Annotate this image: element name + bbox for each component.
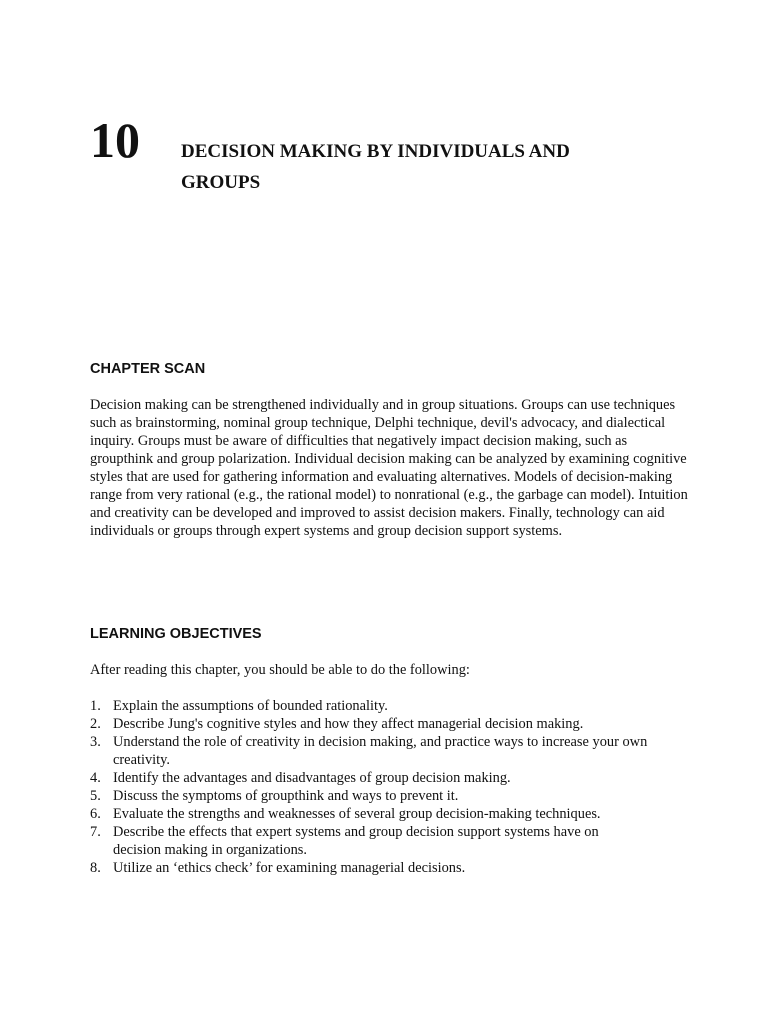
learning-objectives-intro: After reading this chapter, you should be able to do the following: — [90, 662, 470, 678]
objective-number: 2. — [90, 716, 101, 732]
objective-number: 7. — [90, 824, 101, 840]
objective-item — [90, 715, 650, 733]
objective-number: 4. — [90, 770, 101, 786]
objective-text: Discuss the symptoms of groupthink and ways to prevent it. — [113, 788, 459, 804]
objective-item — [90, 823, 650, 859]
chapter-title: DECISION MAKING BY INDIVIDUALS AND GROUPS — [181, 141, 570, 193]
learning-objectives-heading: LEARNING OBJECTIVES — [90, 626, 262, 642]
objective-number: 6. — [90, 806, 101, 822]
objective-item — [90, 697, 650, 715]
objective-number: 5. — [90, 788, 101, 804]
objective-number: 1. — [90, 698, 101, 714]
objective-item — [90, 805, 650, 823]
objective-text: Evaluate the strengths and weaknesses of several group decision-making techniques. — [113, 806, 601, 822]
objective-text: Describe Jung's cognitive styles and how they affect managerial decision making. — [113, 716, 584, 732]
chapter-scan-heading: CHAPTER SCAN — [90, 361, 206, 377]
objective-item — [90, 733, 650, 769]
objective-item — [90, 787, 650, 805]
objective-number: 8. — [90, 860, 101, 876]
objective-text: Identify the advantages and disadvantages of group decision making. — [113, 770, 511, 786]
objective-item — [90, 859, 650, 877]
objective-text: Understand the role of creativity in decision making, and practice ways to increase your own creativity. — [113, 734, 648, 768]
learning-objectives-list — [90, 697, 650, 877]
chapter-scan-paragraph: Decision making can be strengthened individually and in group situations. Groups can use techniques such as brainstorming, nominal group technique, Delphi technique, devil's advocacy, and dialectical inquiry. Groups must be aware of difficulties that negatively impact decision making, such as groupthink and group polarization. Individual decision making can be analyzed by examining cognitive styles that are used for gathering information and evaluating alternatives. Models of decision-making range from very rational (e.g., the rational model) to nonrational (e.g., the garbage can model). Intuition and creativity can be developed and improved to assist decision makers. Finally, technology can aid individuals or groups through expert systems and group decision support systems. — [90, 397, 688, 539]
objective-text: Describe the effects that expert systems and group decision support systems have on decision making in organizations. — [113, 824, 599, 858]
objective-text: Utilize an ‘ethics check’ for examining managerial decisions. — [113, 860, 466, 876]
objective-text: Explain the assumptions of bounded rationality. — [113, 698, 388, 714]
objective-item — [90, 769, 650, 787]
chapter-number: 10 — [90, 112, 140, 168]
objective-number: 3. — [90, 734, 101, 750]
